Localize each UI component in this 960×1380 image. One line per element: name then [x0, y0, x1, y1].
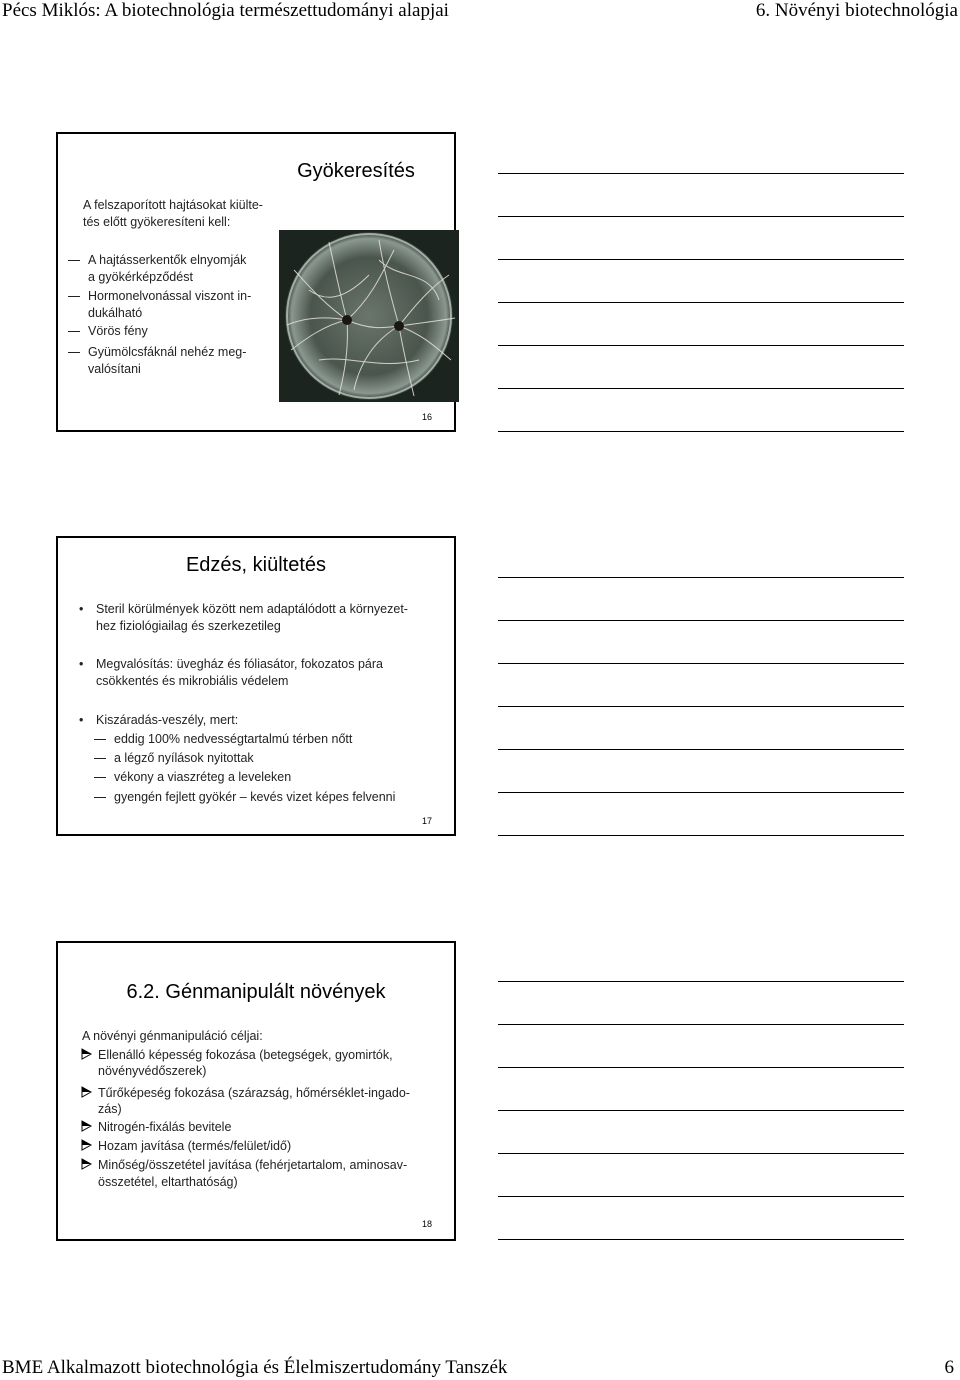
- list-item: Tűrőképeség fokozása (szárazság, hőmérséklet-ingado-: [98, 1085, 410, 1102]
- slide-number: 17: [421, 816, 432, 826]
- list-item-continuation: csökkentés és mikrobiális védelem: [96, 674, 289, 688]
- list-item: Hozam javítása (termés/felület/idő): [98, 1138, 291, 1155]
- note-line: [498, 577, 904, 578]
- sub-list-item: a légző nyílások nyitottak: [114, 750, 254, 767]
- slide-number: 18: [421, 1219, 432, 1229]
- arrow-bullet-icon: [81, 1139, 92, 1151]
- sub-list-item: gyengén fejlett gyökér – kevés vizet képes felvenni: [114, 789, 395, 806]
- note-line: [498, 663, 904, 664]
- note-line: [498, 1024, 904, 1025]
- page-footer-department: BME Alkalmazott biotechnológia és Élelmiszertudomány Tanszék: [2, 1357, 508, 1378]
- note-line: [498, 835, 904, 836]
- list-item: Hormonelvonással viszont in-: [88, 288, 251, 305]
- list-item: Ellenálló képesség fokozása (betegségek, gyomirtók,: [98, 1047, 393, 1064]
- arrow-bullet-icon: [81, 1158, 92, 1170]
- list-item: Nitrogén-fixálás bevitele: [98, 1119, 231, 1136]
- list-item: Minőség/összetétel javítása (fehérjetartalom, aminosav-: [98, 1157, 407, 1174]
- note-line: [498, 431, 904, 432]
- list-item: Gyümölcsfáknál nehéz meg-: [88, 344, 246, 361]
- slide-title: 6.2. Génmanipulált növények: [126, 981, 386, 1003]
- list-item-continuation: dukálható: [88, 306, 143, 320]
- note-line: [498, 302, 904, 303]
- slide-16: [56, 132, 456, 432]
- slide-intro-line-1: A felszaporított hajtásokat kiülte-: [83, 198, 263, 212]
- note-line: [498, 706, 904, 707]
- note-line: [498, 1153, 904, 1154]
- page-header-title: Pécs Miklós: A biotechnológia természettudományi alapjai: [2, 0, 449, 21]
- note-line: [498, 1196, 904, 1197]
- page-number: 6: [944, 1357, 954, 1378]
- slide-title: Edzés, kiültetés: [185, 554, 327, 576]
- note-line: [498, 620, 904, 621]
- slide-17: [56, 536, 456, 836]
- note-line: [498, 259, 904, 260]
- list-item-continuation: hez fiziológiailag és szerkezetileg: [96, 619, 281, 633]
- note-line: [498, 345, 904, 346]
- note-line: [498, 1067, 904, 1068]
- list-item: • Kiszáradás-veszély, mert:: [79, 713, 239, 727]
- note-line: [498, 1239, 904, 1240]
- list-item-continuation: összetétel, eltarthatóság): [98, 1175, 238, 1189]
- note-line: [498, 792, 904, 793]
- list-item-continuation: zás): [98, 1102, 122, 1116]
- slide-18: [56, 941, 456, 1241]
- photo-art: [279, 230, 459, 402]
- list-item: Vörös fény: [88, 323, 148, 340]
- note-line: [498, 388, 904, 389]
- arrow-bullet-icon: [81, 1086, 92, 1098]
- note-line: [498, 981, 904, 982]
- sub-list-item: eddig 100% nedvességtartalmú térben nőtt: [114, 731, 352, 748]
- petri-dish-roots-photo: [279, 230, 459, 402]
- sub-list-item: vékony a viaszréteg a leveleken: [114, 769, 291, 786]
- list-item: • Megvalósítás: üvegház és fóliasátor, fokozatos pára: [79, 657, 383, 671]
- note-line: [498, 216, 904, 217]
- note-line: [498, 173, 904, 174]
- list-item-continuation: növényvédőszerek): [98, 1064, 207, 1078]
- list-item-continuation: valósítani: [88, 362, 141, 376]
- list-item: • Steril körülmények között nem adaptálódott a környezet-: [79, 602, 408, 616]
- arrow-bullet-icon: [81, 1120, 92, 1132]
- note-line: [498, 1110, 904, 1111]
- slide-number: 16: [421, 412, 432, 422]
- slide-intro: A növényi génmanipuláció céljai:: [82, 1029, 263, 1043]
- slide-intro-line-2: tés előtt gyökeresíteni kell:: [83, 215, 231, 229]
- slide-title: Gyökeresítés: [297, 160, 415, 182]
- list-item-continuation: a gyökérképződést: [88, 270, 193, 284]
- page-header-chapter: 6. Növényi biotechnológia: [755, 0, 958, 21]
- list-item: A hajtásserkentők elnyomják: [88, 252, 246, 269]
- arrow-bullet-icon: [81, 1048, 92, 1060]
- note-line: [498, 749, 904, 750]
